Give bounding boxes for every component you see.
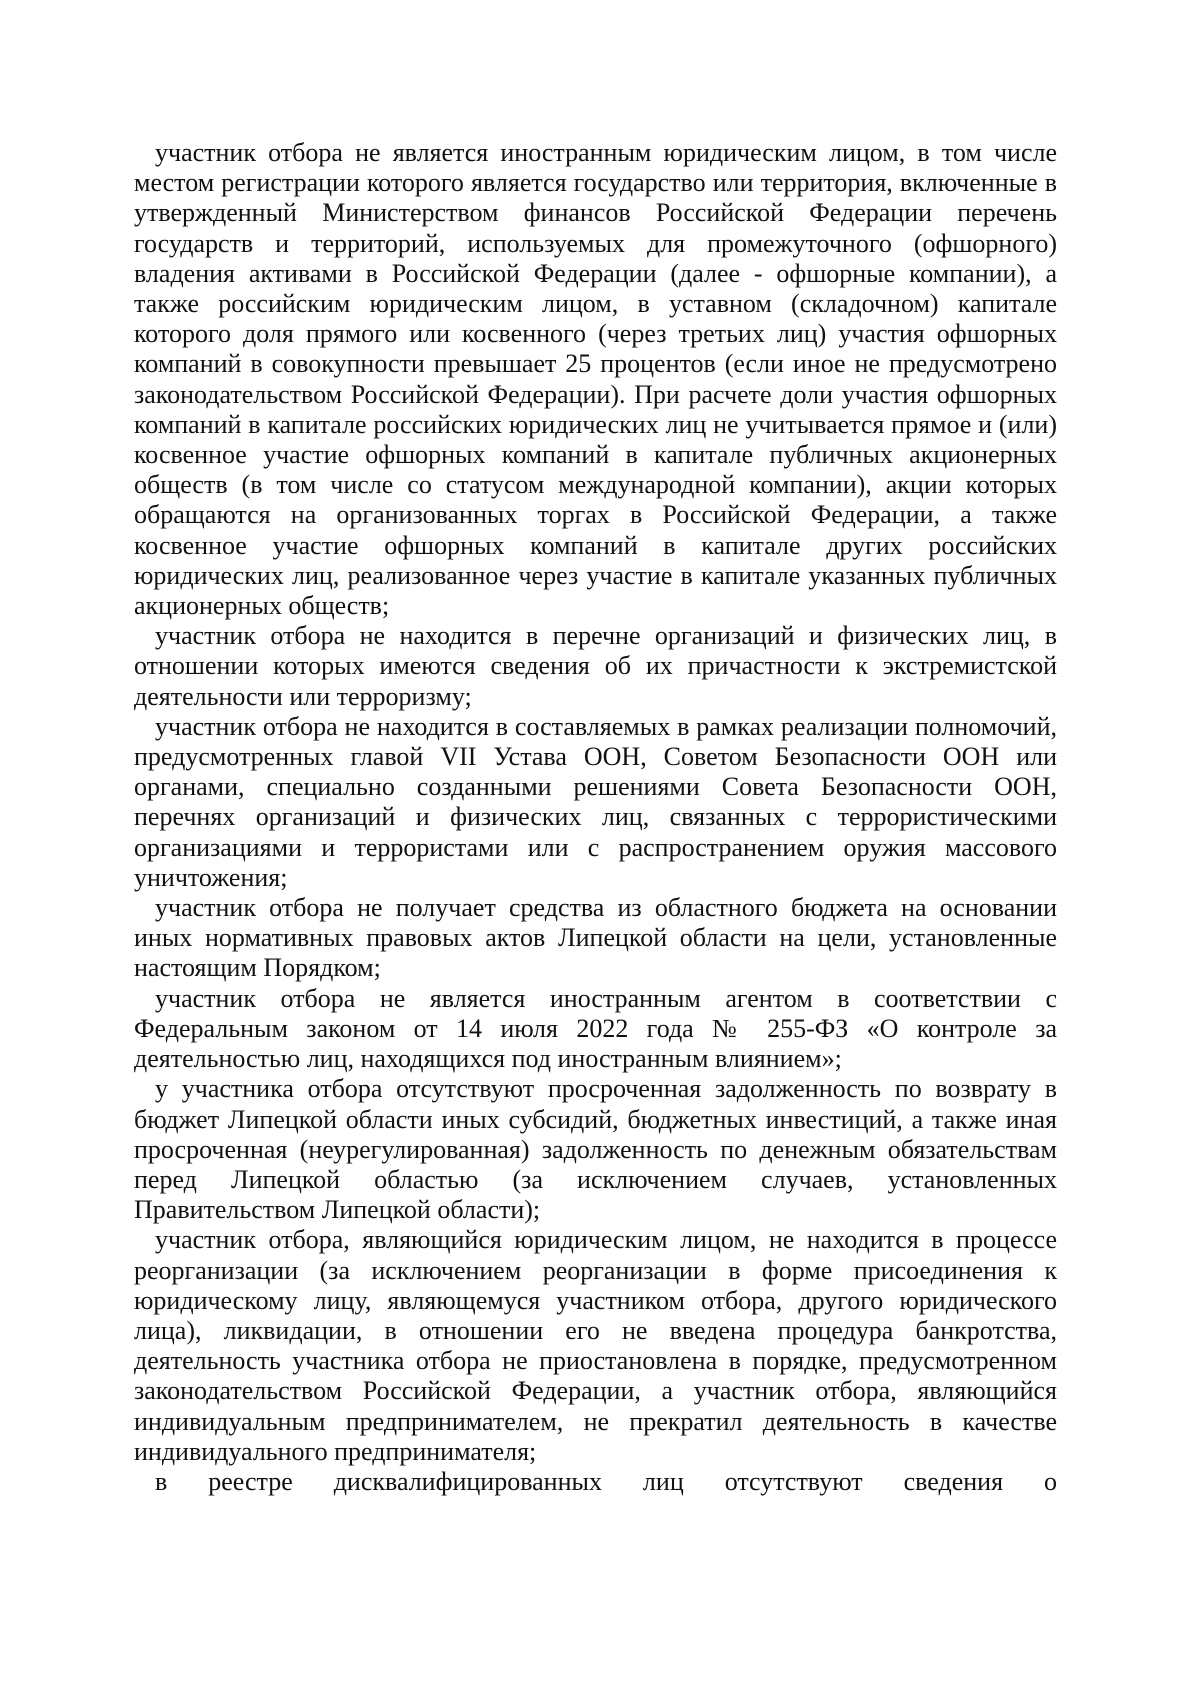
paragraph-foreign-agent: участник отбора не является иностранным агентом в соответствии с Федеральным законом от 14 июля 2022 года № 255-ФЗ «О контроле за деятельностью лиц, находящихся под иностранным влиянием»; xyxy=(134,983,1057,1074)
paragraph-regional-budget-funds: участник отбора не получает средства из областного бюджета на основании иных нормативных правовых актов Липецкой области на цели, установленные настоящим Порядком; xyxy=(134,893,1057,983)
paragraph-offshore-requirement: участник отбора не является иностранным юридическим лицом, в том числе местом регистрации которого является государство или территория, включенные в утвержденный Министерством финансов Российской Федерации перечень государств и территорий, используемых для промежуточного (офшорного) владения активами в Российской Федерации (далее - офшорные компании), а также российским юридическим лицом, в уставном (складочном) капитале которого доля прямого или косвенного (через третьих лиц) участия офшорных компаний в совокупности превышает 25 процентов (если иное не предусмотрено законодательством Российской Федерации). При расчете доли участия офшорных компаний в капитале российских юридических лиц не учитывается прямое и (или) косвенное участие офшорных компаний в капитале публичных акционерных обществ (в том числе со статусом международной компании), акции которых обращаются на организованных торгах в Российской Федерации, а также косвенное участие офшорных компаний в капитале других российских юридических лиц, реализованное через участие в капитале указанных публичных акционерных обществ; xyxy=(134,138,1057,621)
paragraph-overdue-debt: у участника отбора отсутствуют просроченная задолженность по возврату в бюджет Липецкой области иных субсидий, бюджетных инвестиций, а также иная просроченная (неурегулированная) задолженность по денежным обязательствам перед Липецкой областью (за исключением случаев, установленных Правительством Липецкой области); xyxy=(134,1074,1057,1225)
paragraph-un-sanctions-list: участник отбора не находится в составляемых в рамках реализации полномочий, предусмотренных главой VII Устава ООН, Советом Безопасности ООН или органами, специально созданными решениями Совета Безопасности ООН, перечнях организаций и физических лиц, связанных с террористическими организациями и террористами или с распространением оружия массового уничтожения; xyxy=(134,711,1057,892)
paragraph-reorganization-liquidation: участник отбора, являющийся юридическим лицом, не находится в процессе реорганизации (за исключением реорганизации в форме присоединения к юридическому лицу, являющемуся участником отбора, другого юридического лица), ликвидации, в отношении его не введена процедура банкротства, деятельность участника отбора не приостановлена в порядке, предусмотренном законодательством Российской Федерации, а участник отбора, являющийся индивидуальным предпринимателем, не прекратил деятельность в качестве индивидуального предпринимателя; xyxy=(134,1225,1057,1466)
document-page xyxy=(134,138,1057,1497)
paragraph-extremism-list: участник отбора не находится в перечне организаций и физических лиц, в отношении которых имеются сведения об их причастности к экстремистской деятельности или терроризму; xyxy=(134,621,1057,711)
paragraph-disqualified-persons-registry: в реестре дисквалифицированных лиц отсутствуют сведения о xyxy=(155,1466,1057,1496)
